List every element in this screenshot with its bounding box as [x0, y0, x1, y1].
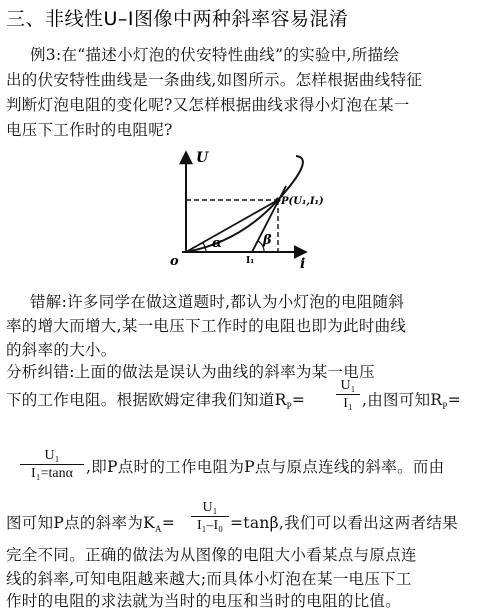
rp-subscript: P [286, 401, 292, 412]
analysis-line-5: 完全不同。正确的做法为从图像的电阻大小看某点与原点连 [6, 546, 417, 564]
fraction-u1-tanalpha [20, 448, 84, 481]
fraction-denominator: I₁=tanα [31, 466, 73, 481]
fraction-numerator: U₁ [44, 448, 60, 463]
analysis-line-2 [6, 390, 305, 416]
x-axis-label: i [300, 256, 306, 272]
analysis-line-1: 分析纠错:上面的做法是误认为曲线的斜率为某一电压 [6, 363, 375, 381]
y-axis-label: U [196, 150, 209, 166]
analysis-line-6: 线的斜率,可知电阻越来越大;而具体小灯泡在某一电压下工 [6, 570, 412, 588]
error-line-3: 的斜率的大小。 [6, 341, 117, 359]
error-line-2: 率的增大而增大,某一电压下工作时的电阻也即为此时曲线 [6, 317, 407, 335]
iv-curve-figure [160, 148, 340, 280]
fraction-denominator: I₁–I₀ [196, 518, 224, 533]
example-line-4: 电压下工作时的电阻呢? [6, 121, 173, 139]
error-line-1: 错解:许多同学在做这道题时,都认为小灯泡的电阻随斜 [30, 293, 405, 311]
fraction-denominator: I₁ [343, 396, 353, 411]
angle-beta-label: β [263, 233, 272, 248]
fraction-u1-i1 [336, 378, 360, 411]
point-p-label: P(U₁,I₁) [281, 196, 324, 207]
analysis-line-7: 作时的电阻的求法就为当时的电压和当时的电阻的比值。 [6, 592, 402, 610]
section-heading: 三、非线性U–I图像中两种斜率容易混淆 [6, 8, 349, 30]
analysis-line-4-after: =tanβ,我们可以看出这两者结果 [230, 514, 458, 532]
analysis-line-3: ,即P点时的工作电阻为P点与原点连线的斜率。而由 [86, 458, 445, 476]
x-tick-label: I₁ [246, 256, 255, 266]
example-line-2: 出的伏安特性曲线是一条曲线,如图所示。怎样根据曲线特征 [6, 71, 423, 89]
fraction-u1-i1-i0 [191, 500, 229, 533]
example-line-1: 例3:在“描述小灯泡的伏安特性曲线”的实验中,所描绘 [30, 46, 400, 64]
origin-label: o [170, 254, 179, 269]
equals-sign: = [291, 391, 306, 409]
analysis-line-4: 图可知P点的斜率为$K_A=$ [6, 514, 176, 535]
analysis-line-2-text: 下的工作电阻。根据欧姆定律我们知道R [6, 391, 287, 409]
analysis-line-2-after: ,由图可知$R_P=$ [362, 391, 462, 412]
point-p [276, 198, 281, 203]
fraction-numerator: U₁ [340, 378, 356, 393]
fraction-numerator: U₁ [202, 500, 218, 515]
example-line-3: 判断灯泡电阻的变化呢?又怎样根据曲线求得小灯泡在某一 [6, 96, 410, 114]
angle-alpha-label: α [212, 236, 223, 251]
